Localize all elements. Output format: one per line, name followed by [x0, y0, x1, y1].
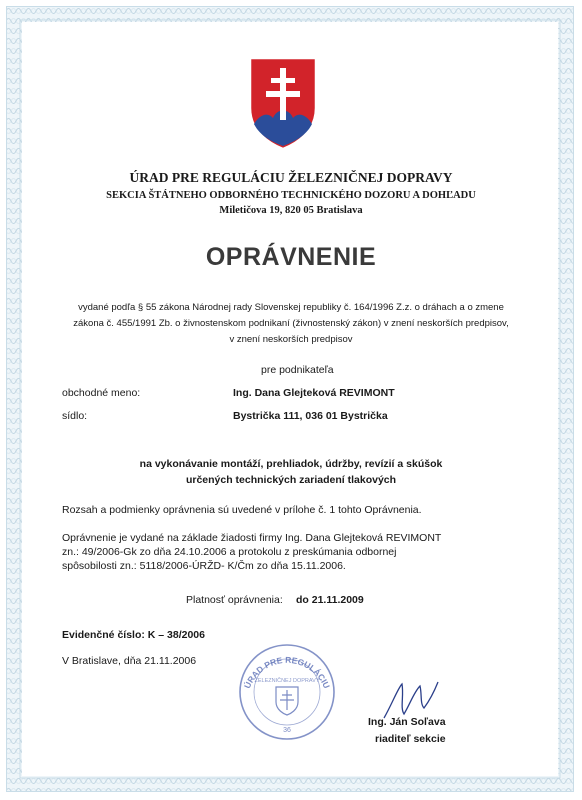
- issued-basis-line: Oprávnenie je vydané na základe žiadosti firmy Ing. Dana Glejteková REVIMONT: [62, 532, 442, 544]
- slovak-coat-of-arms-icon: [246, 56, 320, 150]
- official-stamp-icon: [232, 632, 342, 744]
- place-date: V Bratislave, dňa 21.11.2006: [62, 655, 197, 667]
- svg-text:ÚRAD PRE REGULÁCIU: ÚRAD PRE REGULÁCIU: [242, 654, 332, 690]
- office-section: SEKCIA ŠTÁTNEHO ODBORNÉHO TECHNICKÉHO DOZORU A DOHĽADU: [106, 190, 476, 201]
- activity-line: určených technických zariadení tlakových: [185, 474, 397, 486]
- validity-label: Platnosť oprávnenia:: [186, 594, 283, 606]
- svg-text:36: 36: [283, 727, 291, 734]
- signatory-role: riaditeľ sekcie: [375, 733, 446, 745]
- signatory-name: Ing. Ján Soľava: [368, 716, 446, 728]
- validity-date: do 21.11.2009: [296, 594, 364, 606]
- page-title: OPRÁVNENIE: [205, 243, 377, 271]
- seat-label: sídlo:: [62, 410, 88, 422]
- svg-text:ŽELEZNIČNEJ DOPRAVY: ŽELEZNIČNEJ DOPRAVY: [254, 678, 320, 684]
- legal-basis-line: zákona č. 455/1991 Zb. o živnostenskom podnikaní (živnostenský zákon) v znení neskorších predpisov,: [73, 318, 509, 329]
- seat-address: Bystrička 111, 036 01 Bystrička: [233, 410, 388, 422]
- legal-basis-line: v znení neskorších predpisov: [229, 334, 353, 345]
- record-number: Evidenčné číslo: K – 38/2006: [62, 629, 205, 641]
- legal-basis-line: vydané podľa § 55 zákona Národnej rady Slovenskej republiky č. 164/1996 Z.z. o dráhach a o zmene: [78, 302, 504, 313]
- business-name-label: obchodné meno:: [62, 387, 141, 399]
- issued-basis-line: zn.: 49/2006-Gk zo dňa 24.10.2006 a protokolu z preskúmania odbornej: [62, 546, 397, 558]
- issued-basis-line: spôsobilosti zn.: 5118/2006-ÚRŽD- K/Čm zo dňa 15.11.2006.: [62, 560, 346, 572]
- scope-note: Rozsah a podmienky oprávnenia sú uvedené v prílohe č. 1 tohto Oprávnenia.: [62, 504, 422, 516]
- office-name: ÚRAD PRE REGULÁCIU ŽELEZNIČNEJ DOPRAVY: [129, 170, 453, 185]
- activity-line: na vykonávanie montáží, prehliadok, údržby, revízií a skúšok: [139, 458, 443, 470]
- business-name: Ing. Dana Glejteková REVIMONT: [233, 387, 395, 399]
- office-address: Miletičova 19, 820 05 Bratislava: [219, 205, 363, 216]
- for-entrepreneur: pre podnikateľa: [261, 364, 334, 376]
